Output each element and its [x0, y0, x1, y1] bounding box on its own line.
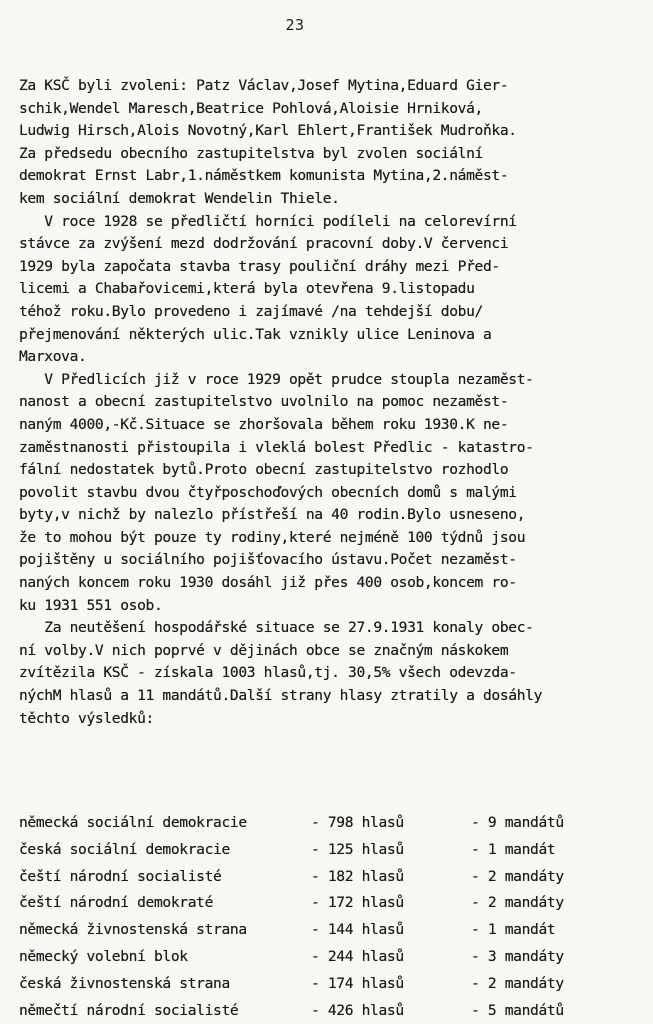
text-line: licemi a Chabařovicemi,která byla otevřena 9.listopadu [19, 280, 475, 298]
text-line: zvítězila KSČ - získala 1003 hlasů,tj. 30,5% všech odevzda- [19, 664, 517, 682]
text-line: naných koncem roku 1930 dosáhl již přes 400 osob,koncem ro- [19, 574, 517, 592]
mandates-count: - 5 mandátů [471, 1001, 564, 1019]
party-name: německý volební blok [19, 947, 188, 965]
result-row [19, 864, 639, 891]
text-line: nanost a obecní zastupitelstvo uvolnilo na pomoc nezaměst- [19, 393, 509, 411]
text-line: naným 4000,-Kč.Situace se zhoršovala během roku 1930.K ne- [19, 415, 509, 433]
votes-count: - 172 hlasů [311, 894, 404, 912]
text-line: Ludwig Hirsch,Alois Novotný,Karl Ehlert,František Mudroňka. [19, 122, 517, 140]
result-row [19, 810, 639, 837]
mandates-count: - 2 mandáty [471, 894, 564, 912]
text-line: Za neutěšení hospodářské situace se 27.9.1931 konaly obec- [19, 619, 534, 637]
text-line: Za KSČ byli zvoleni: Patz Václav,Josef Mytina,Eduard Gier- [19, 77, 509, 94]
text-line: téhož roku.Bylo provedeno i zajímavé /na tehdejší dobu/ [19, 302, 483, 320]
text-line: V roce 1928 se předličtí horníci podíleli na celorevírní [19, 212, 517, 230]
page-number: 23 [285, 16, 305, 34]
votes-count: - 144 hlasů [311, 921, 404, 939]
text-line: ku 1931 551 osob. [19, 596, 163, 614]
result-row [19, 944, 639, 971]
mandates-count: - 1 mandát [471, 921, 556, 939]
text-line: stávce za zvýšení mezd dodržování pracovní doby.V červenci [19, 235, 509, 253]
election-results-table [19, 810, 639, 1024]
text-line: přejmenování některých ulic.Tak vznikly ulice Leninova a [19, 325, 492, 343]
text-line: V Předlicích již v roce 1929 opět prudce stoupla nezaměst- [19, 370, 534, 388]
text-line: pojištěny u sociálního pojišťovacího ústavu.Počet nezaměst- [19, 551, 517, 569]
mandates-count: - 2 mandáty [471, 974, 564, 992]
party-name: česká živnostenská strana [19, 974, 230, 992]
party-name: němečtí národní socialisté [19, 1001, 239, 1019]
votes-count: - 244 hlasů [311, 947, 404, 965]
party-name: německá živnostenská strana [19, 921, 247, 939]
text-line: zaměstnanosti přistoupila i vleklá bolest Předlic - katastro- [19, 438, 534, 456]
text-line: demokrat Ernst Labr,1.náměstkem komunista Mytina,2.náměst- [19, 167, 509, 185]
text-line: těchto výsledků: [19, 709, 154, 727]
text-line: fální nedostatek bytů.Proto obecní zastupitelstvo rozhodlo [19, 461, 509, 479]
party-name: čeští národní demokraté [19, 894, 214, 912]
result-row [19, 837, 639, 864]
text-line: byty,v nichž by nalezlo přístřeší na 40 rodin.Bylo usneseno, [19, 506, 526, 524]
party-name: čeští národní socialisté [19, 867, 222, 885]
mandates-count: - 3 mandáty [471, 947, 564, 965]
text-line: povolit stavbu dvou čtyřposchoďových obecních domů s malými [19, 483, 517, 501]
votes-count: - 798 hlasů [311, 814, 404, 831]
text-line: 1929 byla započata stavba trasy pouliční dráhy mezi Před- [19, 257, 500, 275]
result-row [19, 917, 639, 944]
votes-count: - 426 hlasů [311, 1001, 404, 1019]
body-text [19, 75, 639, 730]
party-name: česká sociální demokracie [19, 840, 230, 858]
text-line: Marxova. [19, 348, 87, 366]
votes-count: - 182 hlasů [311, 867, 404, 885]
result-row [19, 998, 639, 1024]
votes-count: - 174 hlasů [311, 974, 404, 992]
mandates-count: - 1 mandát [471, 840, 556, 858]
text-line: ní volby.V nich poprvé v dějinách obce se značným náskokem [19, 641, 509, 659]
party-name: německá sociální demokracie [19, 814, 247, 831]
mandates-count: - 9 mandátů [471, 814, 564, 831]
text-line: že to mohou být pouze ty rodiny,které nejméně 100 týdnů jsou [19, 528, 526, 546]
text-line: kem sociální demokrat Wendelin Thiele. [19, 189, 340, 207]
mandates-count: - 2 mandáty [471, 867, 564, 885]
text-line: schik,Wendel Maresch,Beatrice Pohlová,Aloisie Hrniková, [19, 99, 483, 117]
result-row [19, 971, 639, 998]
text-line: Za předsedu obecního zastupitelstva byl zvolen sociální [19, 144, 483, 162]
text-line: nýchM hlasů a 11 mandátů.Další strany hlasy ztratily a dosáhly [19, 687, 543, 705]
result-row [19, 890, 639, 917]
votes-count: - 125 hlasů [311, 840, 404, 858]
